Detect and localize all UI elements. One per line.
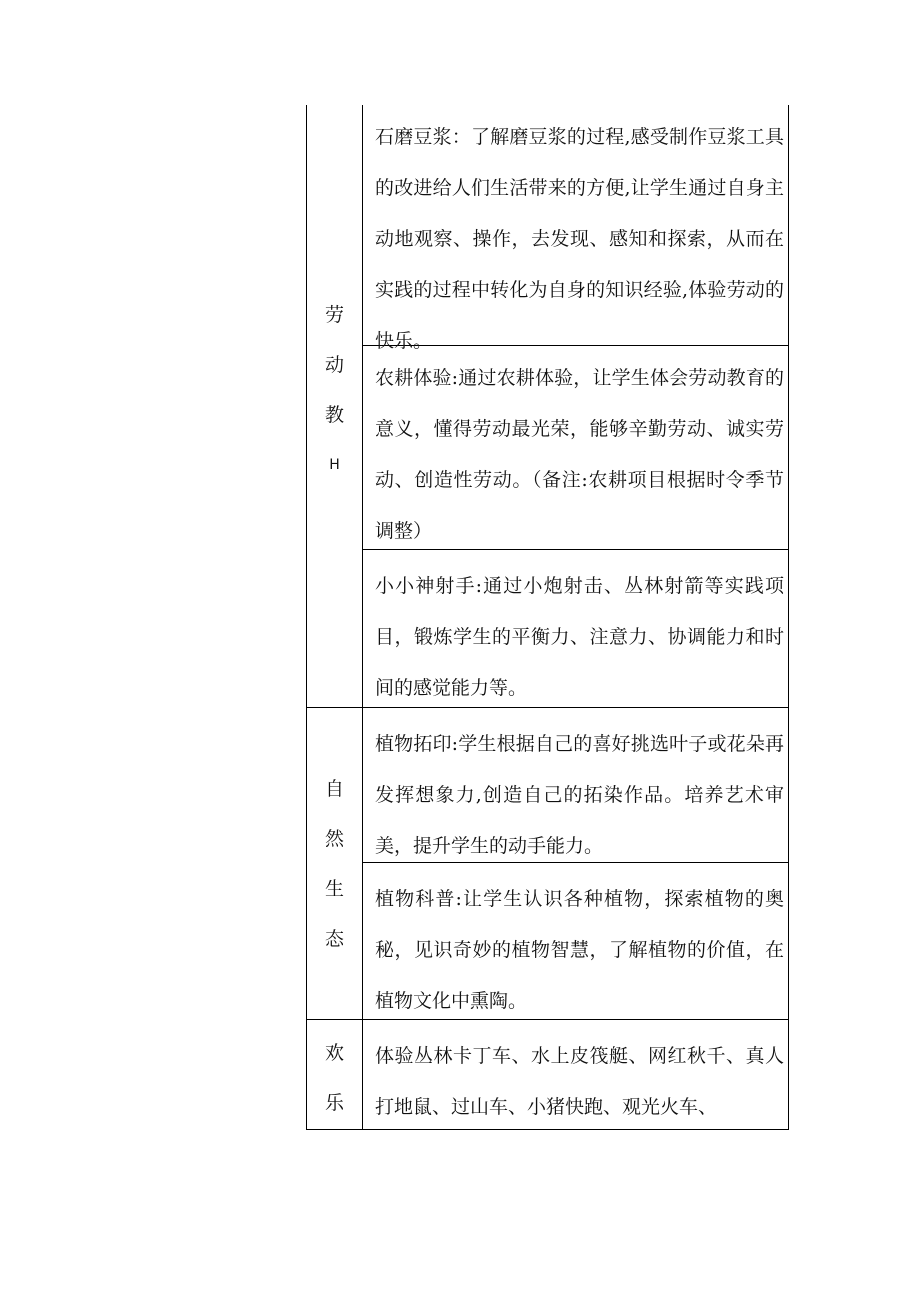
item-little-archer: 小小神射手:通过小炮射击、丛林射箭等实践项目，锻炼学生的平衡力、注意力、协调能力和时间的感觉能力等。 [375,575,784,699]
category-char: 自 [324,777,344,800]
table-group-labor [307,105,788,708]
item-column [363,708,788,1019]
item-plant-science: 植物科普:让学生认识各种植物，探索植物的奥秘，见识奇妙的植物智慧，了解植物的价值，在植物文化中熏陶。 [375,888,784,1012]
item-plant-printing: 植物拓印:学生根据自己的喜好挑选叶子或花朵再发挥想象力,创造自己的拓染作品。培养艺术审美，提升学生的动手能力。 [363,708,788,863]
category-char: 劳 [324,304,344,326]
category-cell-fun [307,1020,363,1129]
table-group-nature [307,708,788,1020]
category-char: H [329,457,340,473]
item-farming-experience: 农耕体验:通过农耕体验，让学生体会劳动教育的意义，懂得劳动最光荣，能够辛勤劳动、诚实劳动、创造性劳动。（备注:农耕项目根据时令季节调整） [363,346,788,550]
item-fun-rides: 体验丛林卡丁车、水上皮筏艇、网红秋千、真人打地鼠、过山车、小猪快跑、观光火车、 [375,1045,784,1118]
category-cell-nature [307,708,363,1019]
category-char: 态 [324,927,344,950]
category-char: 欢 [324,1042,344,1064]
activity-table [306,105,789,1130]
category-cell-labor [307,105,363,707]
item-column [363,1020,788,1129]
category-char: 动 [324,354,344,376]
category-char: 生 [324,877,344,900]
item-stone-mill-soymilk: 石磨豆浆：了解磨豆浆的过程,感受制作豆浆工具的改进给人们生活带来的方便,让学生通过自身主动地观察、操作，去发现、感知和探索，从而在实践的过程中转化为自身的知识经验,体验劳动的快乐。 [363,105,788,346]
category-char: 然 [324,827,344,850]
category-char: 乐 [324,1092,344,1114]
item-column [363,105,788,707]
category-char: 教 [324,404,344,426]
table-group-fun [307,1020,788,1130]
